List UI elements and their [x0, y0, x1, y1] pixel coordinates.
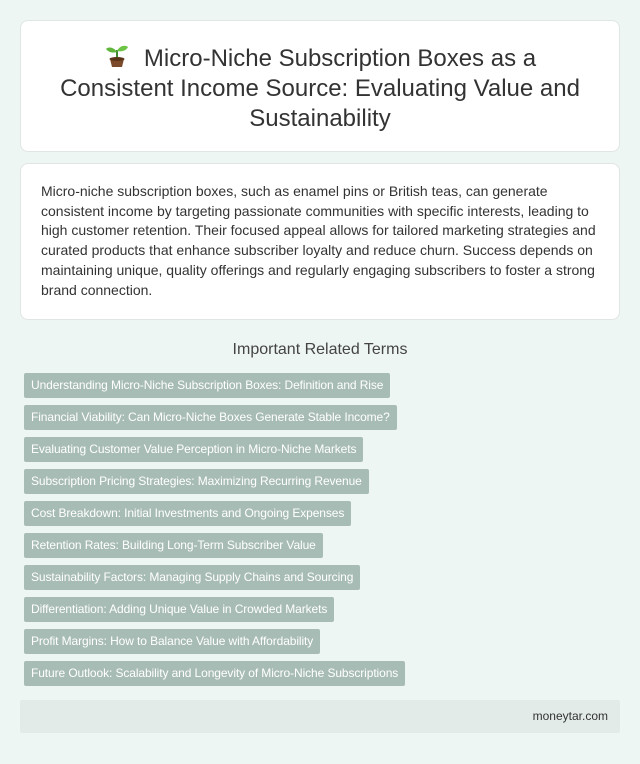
related-term-link[interactable]: Profit Margins: How to Balance Value with Affordability — [24, 629, 320, 654]
related-terms-list — [24, 373, 405, 693]
related-term-link[interactable]: Financial Viability: Can Micro-Niche Boxes Generate Stable Income? — [24, 405, 397, 430]
page-title — [21, 21, 619, 134]
sprout-icon — [104, 43, 130, 69]
related-term-link[interactable]: Evaluating Customer Value Perception in Micro-Niche Markets — [24, 437, 363, 462]
related-term-link[interactable]: Sustainability Factors: Managing Supply Chains and Sourcing — [24, 565, 360, 590]
related-term-link[interactable]: Retention Rates: Building Long-Term Subscriber Value — [24, 533, 323, 558]
footer — [20, 700, 620, 733]
related-term-link[interactable]: Differentiation: Adding Unique Value in Crowded Markets — [24, 597, 334, 622]
related-term-link[interactable]: Subscription Pricing Strategies: Maximizing Recurring Revenue — [24, 469, 369, 494]
summary-card — [20, 163, 620, 320]
site-name[interactable]: moneytar.com — [532, 709, 608, 723]
summary-text: Micro-niche subscription boxes, such as enamel pins or British teas, can generate consistent income by targeting passionate communities with specific interests, leading to high customer retention. Their focused appeal allows for tailored marketing strategies and curated products that enhance subscriber loyalty and reduce churn. Success depends on maintaining unique, quality offerings and regularly engaging subscribers to foster a strong brand connection. — [41, 183, 596, 298]
page-title-text: Micro-Niche Subscription Boxes as a Consistent Income Source: Evaluating Value and Sustainability — [60, 45, 580, 132]
related-terms-heading: Important Related Terms — [232, 341, 408, 358]
related-term-link[interactable]: Future Outlook: Scalability and Longevity of Micro-Niche Subscriptions — [24, 661, 405, 686]
related-term-link[interactable]: Understanding Micro-Niche Subscription Boxes: Definition and Rise — [24, 373, 390, 398]
related-term-link[interactable]: Cost Breakdown: Initial Investments and Ongoing Expenses — [24, 501, 351, 526]
title-card — [20, 20, 620, 152]
